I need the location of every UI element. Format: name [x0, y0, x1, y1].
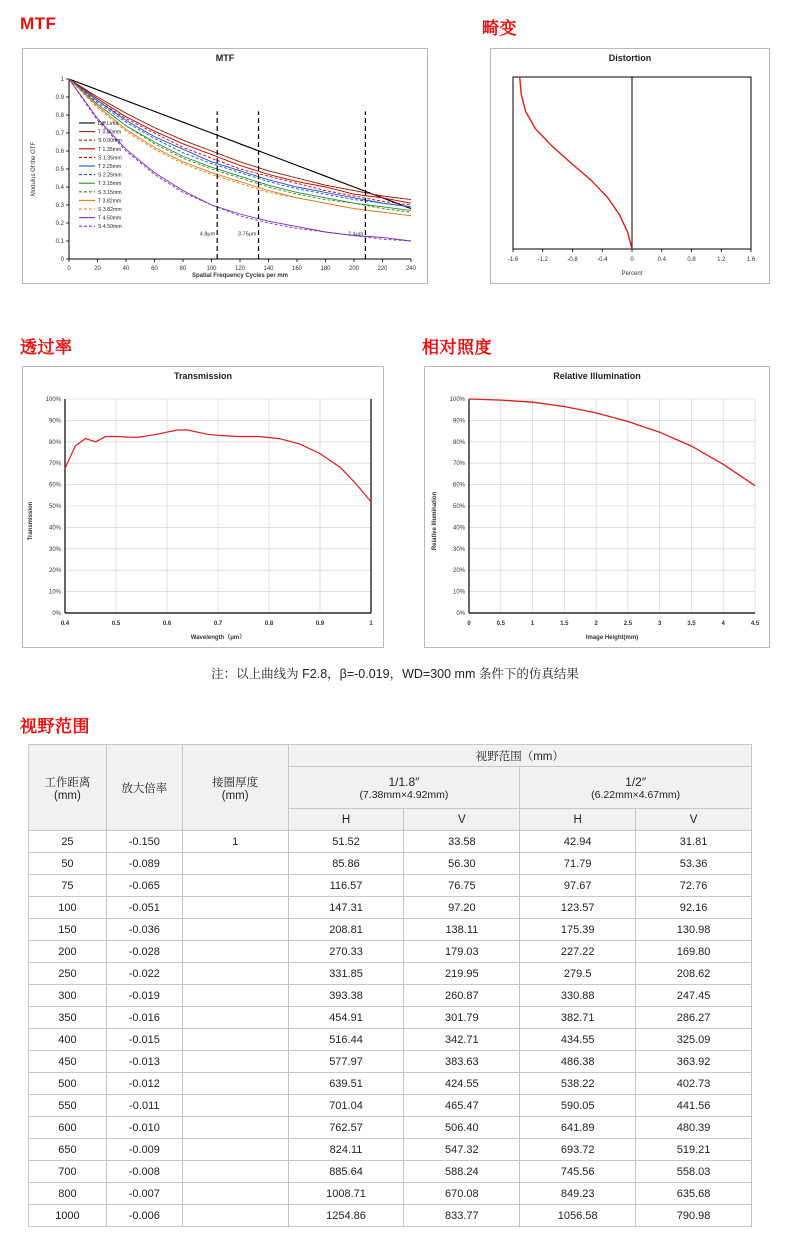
cell-working-distance: 550	[29, 1095, 107, 1117]
cell-magnification: -0.011	[106, 1095, 182, 1117]
svg-text:S 2.25mm: S 2.25mm	[98, 172, 122, 179]
cell-ring-thickness	[182, 1117, 288, 1139]
svg-text:1: 1	[530, 621, 535, 627]
cell-ring-thickness	[182, 1161, 288, 1183]
cell-v-2: 363.92	[636, 1051, 752, 1073]
svg-text:0.7: 0.7	[55, 131, 64, 137]
cell-working-distance: 600	[29, 1117, 107, 1139]
cell-ring-thickness	[182, 919, 288, 941]
transmission-xlabel: Wavelength（μm）	[190, 635, 246, 641]
cell-ring-thickness	[182, 1073, 288, 1095]
cell-magnification: -0.009	[106, 1139, 182, 1161]
table-row	[29, 853, 752, 875]
svg-text:50%: 50%	[48, 504, 61, 510]
cell-magnification: -0.013	[106, 1051, 182, 1073]
cell-working-distance: 350	[29, 1007, 107, 1029]
cell-working-distance: 250	[29, 963, 107, 985]
cell-h-1: 331.85	[288, 963, 404, 985]
svg-text:T 0.00mm: T 0.00mm	[98, 129, 122, 136]
cell-ring-thickness	[182, 963, 288, 985]
svg-text:240: 240	[405, 266, 417, 272]
cell-v-2: 441.56	[636, 1095, 752, 1117]
cell-working-distance: 1000	[29, 1205, 107, 1227]
cell-ring-thickness	[182, 875, 288, 897]
cell-working-distance: 800	[29, 1183, 107, 1205]
svg-text:80%: 80%	[452, 439, 465, 446]
transmission-plot	[23, 381, 383, 645]
cell-ring-thickness	[182, 897, 288, 919]
table-row	[29, 1139, 752, 1161]
cell-ring-thickness	[182, 1051, 288, 1073]
svg-text:0%: 0%	[456, 611, 465, 617]
transmission-chart	[22, 366, 384, 648]
svg-text:0.8: 0.8	[264, 621, 274, 627]
svg-text:T 3.15mm: T 3.15mm	[98, 181, 122, 188]
cell-v-1: 97.20	[404, 897, 520, 919]
table-row	[29, 1183, 752, 1205]
cell-magnification: -0.065	[106, 875, 182, 897]
svg-text:60%: 60%	[452, 482, 465, 489]
table-row	[29, 875, 752, 897]
cell-v-1: 33.58	[404, 831, 520, 853]
relative-illumination-chart-title: Relative Illumination	[553, 371, 641, 381]
cell-v-2: 325.09	[636, 1029, 752, 1051]
svg-text:30%: 30%	[452, 546, 465, 553]
svg-text:0.6: 0.6	[55, 149, 64, 155]
svg-text:20: 20	[94, 266, 101, 272]
cell-v-1: 219.95	[404, 963, 520, 985]
cell-v-1: 56.30	[404, 853, 520, 875]
relative-illumination-chart	[424, 366, 770, 648]
section-title-fov: 视野范围	[20, 717, 90, 736]
cell-v-1: 179.03	[404, 941, 520, 963]
svg-text:-1.6: -1.6	[507, 257, 519, 263]
transmission-ylabel: Transmission	[28, 501, 34, 541]
cell-h-1: 270.33	[288, 941, 404, 963]
cell-ring-thickness	[182, 853, 288, 875]
cell-v-1: 260.87	[404, 985, 520, 1007]
cell-ring-thickness	[182, 1007, 288, 1029]
fov-table	[28, 744, 752, 1227]
cell-magnification: -0.007	[106, 1183, 182, 1205]
cell-v-2: 92.16	[636, 897, 752, 919]
cell-magnification: -0.022	[106, 963, 182, 985]
cell-h-2: 123.57	[520, 897, 636, 919]
svg-text:-0.4: -0.4	[597, 257, 608, 263]
cell-magnification: -0.019	[106, 985, 182, 1007]
cell-v-1: 670.08	[404, 1183, 520, 1205]
table-row	[29, 1029, 752, 1051]
table-row	[29, 1073, 752, 1095]
cell-h-1: 639.51	[288, 1073, 404, 1095]
simulation-note: 注：以上曲线为 F2.8，β=-0.019，WD=300 mm 条件下的仿真结果	[211, 667, 579, 681]
svg-text:30%: 30%	[48, 546, 61, 553]
cell-h-2: 745.56	[520, 1161, 636, 1183]
cell-v-2: 480.39	[636, 1117, 752, 1139]
section-title-distortion: 畸变	[482, 19, 517, 38]
cell-h-1: 85.86	[288, 853, 404, 875]
svg-text:S 0.00mm: S 0.00mm	[98, 138, 122, 145]
header-sensor-1-2-name: 1/2″	[625, 774, 647, 789]
table-row	[29, 919, 752, 941]
svg-text:0: 0	[630, 257, 634, 263]
section-title-transmission: 透过率	[20, 338, 73, 357]
cell-h-1: 1008.71	[288, 1183, 404, 1205]
svg-text:1.5: 1.5	[560, 621, 569, 627]
svg-text:1: 1	[60, 77, 64, 83]
svg-text:0.7: 0.7	[213, 621, 223, 627]
cell-working-distance: 500	[29, 1073, 107, 1095]
cell-v-2: 130.98	[636, 919, 752, 941]
table-row	[29, 985, 752, 1007]
cell-v-1: 465.47	[404, 1095, 520, 1117]
svg-text:20%: 20%	[48, 568, 61, 575]
cell-h-1: 885.64	[288, 1161, 404, 1183]
svg-text:2.4μm: 2.4μm	[347, 231, 364, 238]
svg-text:0: 0	[60, 257, 64, 263]
mtf-chart-title: MTF	[215, 53, 235, 63]
header-v-2: V	[636, 809, 752, 831]
svg-text:0.9: 0.9	[315, 621, 325, 627]
cell-working-distance: 650	[29, 1139, 107, 1161]
cell-v-2: 635.68	[636, 1183, 752, 1205]
cell-h-1: 577.97	[288, 1051, 404, 1073]
cell-ring-thickness	[182, 985, 288, 1007]
svg-text:10%: 10%	[48, 589, 61, 596]
cell-ring-thickness	[182, 1029, 288, 1051]
cell-h-2: 849.23	[520, 1183, 636, 1205]
cell-working-distance: 50	[29, 853, 107, 875]
cell-magnification: -0.015	[106, 1029, 182, 1051]
svg-text:S 4.50mm: S 4.50mm	[98, 224, 122, 231]
cell-h-1: 116.57	[288, 875, 404, 897]
header-ring-thickness	[182, 745, 288, 831]
svg-text:140: 140	[263, 266, 274, 272]
cell-magnification: -0.016	[106, 1007, 182, 1029]
cell-working-distance: 450	[29, 1051, 107, 1073]
svg-text:4: 4	[721, 621, 725, 627]
distortion-xlabel: Percent	[621, 271, 643, 277]
cell-v-2: 286.27	[636, 1007, 752, 1029]
cell-h-2: 71.79	[520, 853, 636, 875]
mtf-plot	[23, 63, 427, 281]
svg-text:40%: 40%	[48, 525, 61, 532]
svg-text:80%: 80%	[48, 439, 61, 446]
cell-ring-thickness: 1	[182, 831, 288, 853]
svg-text:200: 200	[348, 266, 360, 272]
svg-text:-0.8: -0.8	[567, 257, 578, 263]
svg-text:100: 100	[206, 266, 217, 272]
cell-v-2: 31.81	[636, 831, 752, 853]
cell-v-1: 424.55	[404, 1073, 520, 1095]
cell-magnification: -0.028	[106, 941, 182, 963]
cell-v-2: 558.03	[636, 1161, 752, 1183]
cell-v-1: 506.40	[404, 1117, 520, 1139]
cell-working-distance: 100	[29, 897, 107, 919]
svg-text:70%: 70%	[452, 461, 465, 468]
header-sensor-1-2-size: (6.22mm×4.67mm)	[591, 788, 681, 801]
header-v-1: V	[404, 809, 520, 831]
svg-text:60%: 60%	[48, 482, 61, 489]
table-row	[29, 897, 752, 919]
mtf-ylabel: Modulus Of the OTF	[31, 141, 37, 197]
svg-text:S 3.15mm: S 3.15mm	[98, 189, 122, 196]
svg-text:0.8: 0.8	[687, 257, 696, 263]
cell-h-1: 208.81	[288, 919, 404, 941]
cell-h-2: 227.22	[520, 941, 636, 963]
cell-magnification: -0.010	[106, 1117, 182, 1139]
svg-text:40: 40	[122, 266, 130, 272]
table-row	[29, 941, 752, 963]
distortion-chart	[490, 48, 770, 284]
cell-working-distance: 400	[29, 1029, 107, 1051]
header-sensor-1-2	[520, 767, 752, 809]
svg-text:20%: 20%	[452, 568, 465, 575]
table-row	[29, 831, 752, 853]
cell-working-distance: 200	[29, 941, 107, 963]
header-sensor-1-1-8-size: (7.38mm×4.92mm)	[359, 788, 449, 801]
table-row	[29, 1117, 752, 1139]
svg-text:0: 0	[67, 266, 71, 272]
cell-working-distance: 150	[29, 919, 107, 941]
cell-h-2: 538.22	[520, 1073, 636, 1095]
svg-text:70%: 70%	[48, 461, 61, 468]
svg-text:220: 220	[377, 266, 388, 272]
distortion-plot	[491, 63, 769, 281]
table-row	[29, 1161, 752, 1183]
svg-text:T 4.50mm: T 4.50mm	[98, 215, 122, 222]
cell-ring-thickness	[182, 1205, 288, 1227]
svg-text:90%: 90%	[48, 418, 61, 425]
svg-text:60: 60	[151, 266, 158, 272]
header-sensor-1-1-8-name: 1/1.8″	[388, 774, 420, 789]
cell-v-2: 53.36	[636, 853, 752, 875]
svg-text:0.5: 0.5	[111, 621, 121, 627]
table-row	[29, 1007, 752, 1029]
svg-text:0.6: 0.6	[162, 621, 172, 627]
cell-magnification: -0.006	[106, 1205, 182, 1227]
cell-ring-thickness	[182, 1139, 288, 1161]
cell-h-2: 382.71	[520, 1007, 636, 1029]
cell-v-2: 519.21	[636, 1139, 752, 1161]
svg-text:T 3.82mm: T 3.82mm	[98, 198, 122, 205]
cell-v-2: 72.76	[636, 875, 752, 897]
svg-text:10%: 10%	[452, 589, 465, 596]
cell-ring-thickness	[182, 941, 288, 963]
cell-h-2: 42.94	[520, 831, 636, 853]
cell-h-1: 393.38	[288, 985, 404, 1007]
svg-text:0.1: 0.1	[55, 239, 64, 245]
cell-v-1: 342.71	[404, 1029, 520, 1051]
cell-h-2: 175.39	[520, 919, 636, 941]
cell-v-1: 547.32	[404, 1139, 520, 1161]
svg-text:2: 2	[594, 621, 598, 627]
cell-h-1: 147.31	[288, 897, 404, 919]
table-row	[29, 1095, 752, 1117]
cell-h-1: 762.57	[288, 1117, 404, 1139]
svg-text:4.8μm: 4.8μm	[199, 231, 216, 238]
header-magnification: 放大倍率	[106, 745, 182, 831]
cell-h-1: 51.52	[288, 831, 404, 853]
header-h-2: H	[520, 809, 636, 831]
cell-v-2: 790.98	[636, 1205, 752, 1227]
header-ring-thickness-label: 接圈厚度	[212, 776, 259, 789]
svg-text:3: 3	[657, 621, 662, 627]
cell-v-1: 588.24	[404, 1161, 520, 1183]
cell-v-2: 208.62	[636, 963, 752, 985]
cell-magnification: -0.012	[106, 1073, 182, 1095]
svg-text:0.4: 0.4	[657, 257, 666, 263]
svg-text:0.9: 0.9	[55, 95, 64, 101]
cell-magnification: -0.008	[106, 1161, 182, 1183]
svg-text:Diff.Limit: Diff.Limit	[98, 121, 119, 127]
header-working-distance-label: 工作距离	[44, 776, 91, 789]
svg-text:50%: 50%	[452, 504, 465, 510]
svg-text:0.5: 0.5	[55, 167, 64, 173]
cell-h-2: 590.05	[520, 1095, 636, 1117]
svg-text:1.2: 1.2	[717, 257, 726, 263]
cell-h-2: 434.55	[520, 1029, 636, 1051]
table-row	[29, 1051, 752, 1073]
cell-working-distance: 25	[29, 831, 107, 853]
header-sensor-1-1-8	[288, 767, 520, 809]
section-title-mtf: MTF	[20, 14, 57, 33]
svg-text:0: 0	[467, 621, 471, 627]
svg-text:0%: 0%	[52, 611, 61, 617]
cell-ring-thickness	[182, 1095, 288, 1117]
mtf-xlabel: Spatial Frequency Cycles per mm	[191, 273, 289, 279]
table-row	[29, 963, 752, 985]
svg-text:4.5: 4.5	[750, 621, 760, 627]
cell-h-2: 97.67	[520, 875, 636, 897]
relative-illumination-plot	[425, 381, 769, 645]
svg-text:100%: 100%	[45, 397, 61, 403]
cell-h-2: 330.88	[520, 985, 636, 1007]
svg-text:T 1.35mm: T 1.35mm	[98, 146, 122, 153]
header-working-distance	[29, 745, 107, 831]
transmission-chart-title: Transmission	[173, 371, 233, 381]
mtf-chart	[22, 48, 428, 284]
header-fov-group: 视野范围（mm）	[288, 745, 751, 767]
svg-text:0.3: 0.3	[55, 203, 64, 209]
svg-text:90%: 90%	[452, 418, 465, 425]
cell-magnification: -0.051	[106, 897, 182, 919]
cell-h-1: 701.04	[288, 1095, 404, 1117]
svg-text:2.5: 2.5	[623, 621, 633, 627]
cell-working-distance: 300	[29, 985, 107, 1007]
svg-text:0.4: 0.4	[60, 621, 70, 627]
cell-v-1: 138.11	[404, 919, 520, 941]
cell-h-1: 454.91	[288, 1007, 404, 1029]
svg-text:S 3.82mm: S 3.82mm	[98, 207, 122, 213]
svg-text:S 1.35mm: S 1.35mm	[98, 155, 122, 162]
header-ring-thickness-unit: (mm)	[221, 789, 249, 802]
cell-v-2: 402.73	[636, 1073, 752, 1095]
svg-text:160: 160	[291, 266, 303, 272]
svg-text:1: 1	[369, 621, 373, 627]
svg-text:100%: 100%	[449, 397, 465, 403]
svg-text:1.6: 1.6	[746, 257, 756, 263]
cell-h-2: 641.89	[520, 1117, 636, 1139]
cell-v-2: 247.45	[636, 985, 752, 1007]
cell-h-1: 1254.86	[288, 1205, 404, 1227]
header-h-1: H	[288, 809, 404, 831]
cell-v-2: 169.80	[636, 941, 752, 963]
svg-text:180: 180	[320, 266, 331, 272]
cell-v-1: 383.63	[404, 1051, 520, 1073]
cell-working-distance: 75	[29, 875, 107, 897]
cell-magnification: -0.150	[106, 831, 182, 853]
svg-text:120: 120	[234, 266, 246, 272]
svg-text:T 2.25mm: T 2.25mm	[98, 164, 122, 170]
cell-working-distance: 700	[29, 1161, 107, 1183]
cell-h-2: 1056.58	[520, 1205, 636, 1227]
cell-h-2: 279.5	[520, 963, 636, 985]
svg-text:3.75μm: 3.75μm	[238, 231, 257, 238]
cell-h-1: 516.44	[288, 1029, 404, 1051]
cell-magnification: -0.036	[106, 919, 182, 941]
section-title-relative-illumination: 相对照度	[422, 338, 492, 357]
relative-illumination-ylabel: Relative Illumination	[432, 491, 438, 551]
svg-text:0.2: 0.2	[55, 221, 64, 227]
cell-h-2: 486.38	[520, 1051, 636, 1073]
svg-text:0.8: 0.8	[55, 113, 64, 119]
svg-text:-1.2: -1.2	[537, 257, 548, 263]
svg-text:40%: 40%	[452, 525, 465, 532]
svg-text:0.4: 0.4	[55, 185, 64, 191]
relative-illumination-xlabel: Image Height(mm)	[585, 635, 639, 641]
cell-h-2: 693.72	[520, 1139, 636, 1161]
cell-v-1: 301.79	[404, 1007, 520, 1029]
svg-text:3.5: 3.5	[687, 621, 696, 627]
header-working-distance-unit: (mm)	[54, 789, 81, 802]
table-row	[29, 1205, 752, 1227]
cell-ring-thickness	[182, 1183, 288, 1205]
cell-h-1: 824.11	[288, 1139, 404, 1161]
cell-v-1: 833.77	[404, 1205, 520, 1227]
svg-text:0.5: 0.5	[496, 621, 505, 627]
cell-v-1: 76.75	[404, 875, 520, 897]
distortion-chart-title: Distortion	[608, 53, 652, 63]
cell-magnification: -0.089	[106, 853, 182, 875]
svg-text:80: 80	[179, 266, 187, 272]
